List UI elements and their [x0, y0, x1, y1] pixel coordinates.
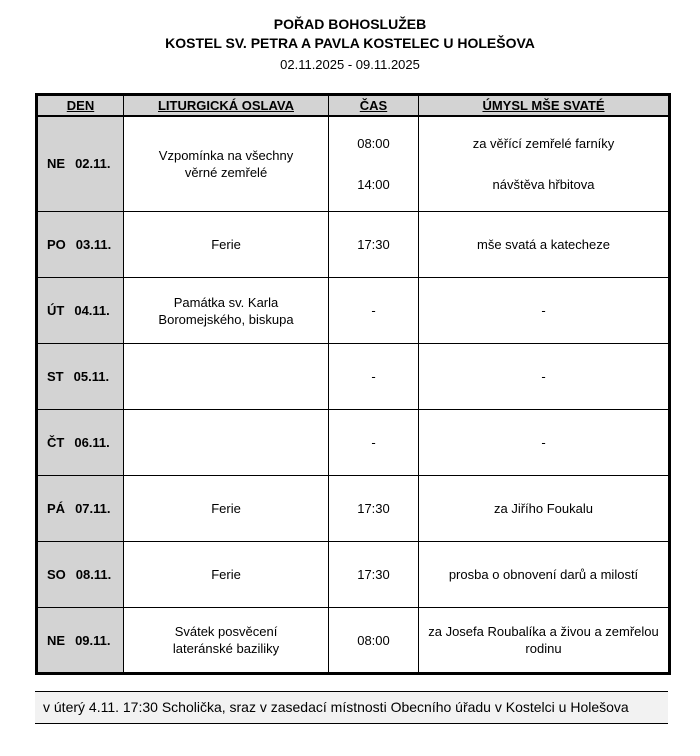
intention-cell: -: [419, 410, 670, 476]
celebration-cell: Ferie: [124, 212, 329, 278]
intention-cell: -: [419, 278, 670, 344]
celebration-cell: Památka sv. Karla Boromejského, biskupa: [124, 278, 329, 344]
day-abbrev: ST: [47, 369, 64, 384]
column-header-intention: ÚMYSL MŠE SVATÉ: [419, 95, 670, 116]
day-date: 05.11.: [73, 369, 110, 384]
day-cell: [37, 410, 124, 476]
day-cell: [37, 278, 124, 344]
time-cell: 17:30: [329, 476, 419, 542]
day-abbrev: PO: [47, 237, 66, 252]
time-cell: 17:30: [329, 212, 419, 278]
day-date: 02.11.: [75, 156, 111, 172]
page-title: POŘAD BOHOSLUŽEB: [273, 16, 427, 32]
table-row: [37, 542, 670, 608]
intention-value: návštěva hřbitova: [492, 176, 595, 192]
day-date: 07.11.: [75, 501, 111, 516]
time-cell: -: [329, 344, 419, 410]
time-value: 08:00: [357, 135, 390, 151]
table-row: [37, 278, 670, 344]
column-header-time: ČAS: [329, 95, 419, 116]
schedule-table: [35, 93, 671, 675]
day-date: 03.11.: [75, 237, 112, 252]
intention-value: za věřící zemřelé farníky: [472, 135, 615, 151]
table-row: [37, 608, 670, 674]
footer-note: v úterý 4.11. 17:30 Scholička, sraz v zasedací místnosti Obecního úřadu v Kostelci u Holešova: [35, 691, 668, 724]
day-abbrev: NE: [47, 632, 66, 648]
day-abbrev: ÚT: [47, 303, 65, 318]
document-header: [0, 0, 700, 74]
day-date: 04.11.: [74, 303, 110, 318]
table-row: [37, 476, 670, 542]
time-cell: [329, 116, 419, 212]
day-cell: [37, 212, 124, 278]
column-header-day: DEN: [37, 95, 124, 116]
day-abbrev: NE: [47, 156, 66, 172]
day-cell: [37, 344, 124, 410]
day-cell: [37, 476, 124, 542]
table-row: [37, 344, 670, 410]
celebration-cell: Vzpomínka na všechny věrné zemřelé: [124, 116, 329, 212]
page-subtitle: KOSTEL SV. PETRA A PAVLA KOSTELEC U HOLEŠOVA: [165, 35, 535, 51]
intention-cell: za Josefa Roubalíka a živou a zemřelou rodinu: [419, 608, 670, 674]
day-cell: [37, 116, 124, 212]
table-row: [37, 410, 670, 476]
day-date: 09.11.: [75, 632, 111, 648]
celebration-cell: [124, 344, 329, 410]
intention-cell: prosba o obnovení darů a milostí: [419, 542, 670, 608]
celebration-cell: Ferie: [124, 542, 329, 608]
intention-cell: [419, 116, 670, 212]
time-cell: -: [329, 278, 419, 344]
day-date: 08.11.: [75, 567, 112, 582]
time-cell: -: [329, 410, 419, 476]
day-date: 06.11.: [74, 435, 110, 450]
date-range: 02.11.2025 - 09.11.2025: [280, 57, 420, 72]
celebration-cell: [124, 410, 329, 476]
table-row: [37, 116, 670, 212]
table-header: [37, 95, 670, 116]
intention-cell: mše svatá a katecheze: [419, 212, 670, 278]
day-abbrev: PÁ: [47, 501, 66, 516]
day-abbrev: SO: [47, 567, 66, 582]
time-cell: 17:30: [329, 542, 419, 608]
intention-cell: za Jiřího Foukalu: [419, 476, 670, 542]
table-row: [37, 212, 670, 278]
time-cell: 08:00: [329, 608, 419, 674]
header-row: [37, 95, 670, 116]
intention-cell: -: [419, 344, 670, 410]
day-abbrev: ČT: [47, 435, 65, 450]
time-value: 14:00: [357, 176, 390, 192]
celebration-cell: Ferie: [124, 476, 329, 542]
column-header-celebration: LITURGICKÁ OSLAVA: [124, 95, 329, 116]
day-cell: [37, 608, 124, 674]
day-cell: [37, 542, 124, 608]
celebration-cell: Svátek posvěcení lateránské baziliky: [124, 608, 329, 674]
